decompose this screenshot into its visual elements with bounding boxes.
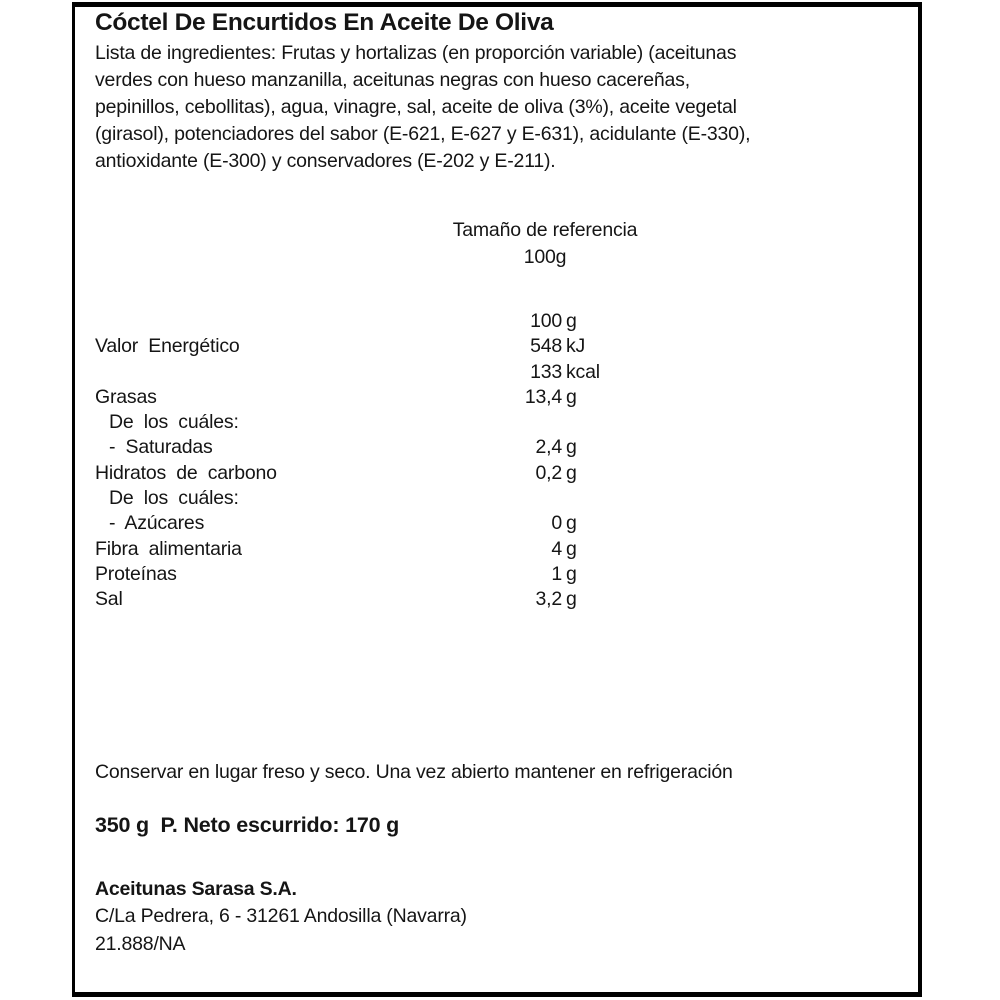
storage-note: Conservar en lugar freso y seco. Una vez abierto mantener en refrigeración: [95, 760, 733, 783]
ingredient-line: verdes con hueso manzanilla, aceitunas negras con hueso cacereñas,: [95, 69, 690, 91]
nutrition-row-carbohydrates: [75, 461, 918, 486]
nutrition-label: - Azúcares: [109, 512, 205, 535]
ingredient-line: antioxidante (E-300) y conservadores (E-202 y E-211).: [95, 150, 556, 172]
nutrition-row-of-which-fat: [75, 410, 918, 435]
nutrition-value: 13,4: [524, 385, 562, 408]
nutrition-unit: g: [566, 588, 577, 611]
nutrition-value: 548: [530, 335, 562, 358]
nutrition-value: 3,2: [535, 588, 562, 611]
nutrition-unit: g: [566, 385, 577, 408]
nutrition-row-protein: [75, 562, 918, 587]
ingredient-line: Lista de ingredientes: Frutas y hortalizas (en proporción variable) (aceitunas: [95, 42, 737, 64]
nutrition-unit: g: [566, 512, 577, 535]
product-label: [72, 2, 922, 997]
nutrition-value: 4: [551, 537, 562, 560]
serving-size-value: 100g: [523, 246, 567, 268]
nutrition-label: Grasas: [95, 385, 157, 408]
nutrition-row-of-which-carbs: [75, 486, 918, 511]
nutrition-value: 2,4: [535, 436, 562, 459]
nutrition-row-energy-kcal: [75, 360, 918, 385]
nutrition-row-sugars: [75, 511, 918, 536]
nutrition-header-unit: g: [566, 310, 577, 332]
nutrition-row-energy-kj: [75, 334, 918, 359]
nutrition-value: 0: [551, 512, 562, 535]
nutrition-value: 0,2: [535, 461, 562, 484]
nutrition-label: De los cuáles:: [109, 487, 239, 510]
nutrition-label: Valor Energético: [95, 335, 240, 358]
serving-size-heading: Tamaño de referencia: [452, 219, 638, 241]
net-weight: 350 g P. Neto escurrido: 170 g: [95, 812, 400, 837]
label-content: [75, 10, 918, 995]
nutrition-unit: kJ: [566, 335, 586, 358]
nutrition-unit: kcal: [566, 360, 600, 383]
nutrition-label: De los cuáles:: [109, 411, 239, 434]
nutrition-label: Fibra alimentaria: [95, 537, 242, 560]
nutrition-header-value: 100: [530, 310, 562, 332]
registration-number: 21.888/NA: [95, 932, 186, 955]
nutrition-unit: g: [566, 562, 577, 585]
nutrition-unit: g: [566, 461, 577, 484]
ingredient-line: pepinillos, cebollitas), agua, vinagre, sal, aceite de oliva (3%), aceite vegetal: [95, 96, 737, 118]
nutrition-value: 1: [551, 562, 562, 585]
manufacturer-address: C/La Pedrera, 6 - 31261 Andosilla (Navarra): [95, 905, 467, 928]
nutrition-row-fibre: [75, 537, 918, 562]
nutrition-column-header: [75, 309, 918, 334]
serving-size-block: [365, 217, 725, 271]
ingredients-paragraph: [95, 40, 904, 175]
nutrition-unit: g: [566, 436, 577, 459]
nutrition-row-saturates: [75, 435, 918, 460]
nutrition-row-salt: [75, 587, 918, 612]
nutrition-table: [75, 309, 918, 613]
manufacturer-name: Aceitunas Sarasa S.A.: [95, 877, 297, 900]
nutrition-label: Proteínas: [95, 562, 177, 585]
manufacturer-block: [95, 876, 918, 959]
nutrition-label: Sal: [95, 588, 123, 611]
nutrition-label: - Saturadas: [109, 436, 213, 459]
nutrition-row-fat: [75, 385, 918, 410]
product-title: Cóctel De Encurtidos En Aceite De Oliva: [95, 9, 554, 36]
nutrition-unit: g: [566, 537, 577, 560]
nutrition-value: 133: [530, 360, 562, 383]
ingredient-line: (girasol), potenciadores del sabor (E-621, E-627 y E-631), acidulante (E-330),: [95, 123, 751, 145]
nutrition-label: Hidratos de carbono: [95, 461, 277, 484]
